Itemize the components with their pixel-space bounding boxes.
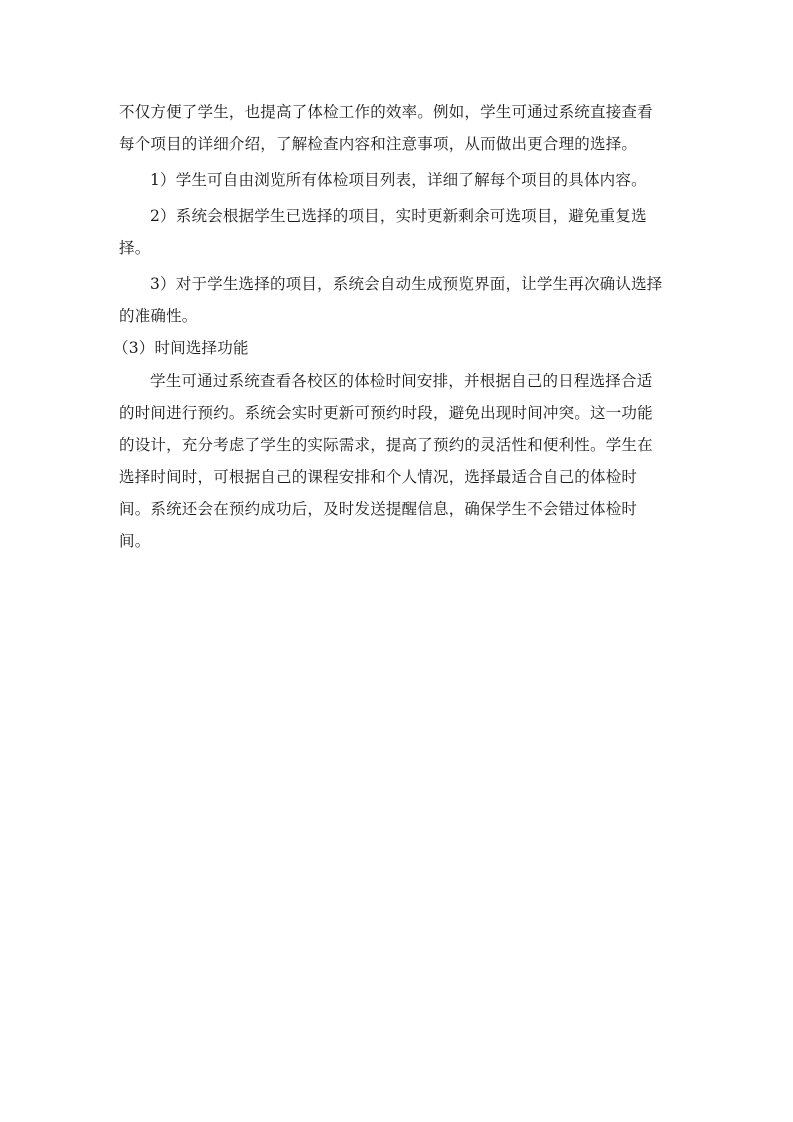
list-item-3-line-1: 3）对于学生选择的项目，系统会自动生成预览界面，让学生再次确认选择 [150,275,663,293]
list-item-1: 1）学生可自由浏览所有体检项目列表，详细了解每个项目的具体内容。 [150,171,647,189]
paragraph-line-1: 不仅方便了学生，也提高了体检工作的效率。例如，学生可通过系统直接查看 [119,103,653,121]
paragraph-2-line-6: 间。 [119,532,151,550]
paragraph-line-2: 每个项目的详细介绍，了解检查内容和注意事项，从而做出更合理的选择。 [119,135,638,153]
paragraph-2-line-2: 的时间进行预约。系统会实时更新可预约时段，避免出现时间冲突。这一功能 [119,404,653,422]
paragraph-2-line-3: 的设计，充分考虑了学生的实际需求，提高了预约的灵活性和便利性。学生在 [119,436,653,454]
paragraph-2-line-5: 间。系统还会在预约成功后，及时发送提醒信息，确保学生不会错过体检时 [119,500,638,518]
list-item-2-line-1: 2）系统会根据学生已选择的项目，实时更新剩余可选项目，避免重复选 [150,207,647,225]
paragraph-2-line-4: 选择时间时，可根据自己的课程安排和个人情况，选择最适合自己的体检时 [119,468,638,486]
list-item-3-line-2: 的准确性。 [119,307,198,325]
section-heading: （3）时间选择功能 [113,339,249,357]
list-item-2-line-2: 择。 [119,239,151,257]
paragraph-2-line-1: 学生可通过系统查看各校区的体检时间安排，并根据自己的日程选择合适 [150,372,653,390]
